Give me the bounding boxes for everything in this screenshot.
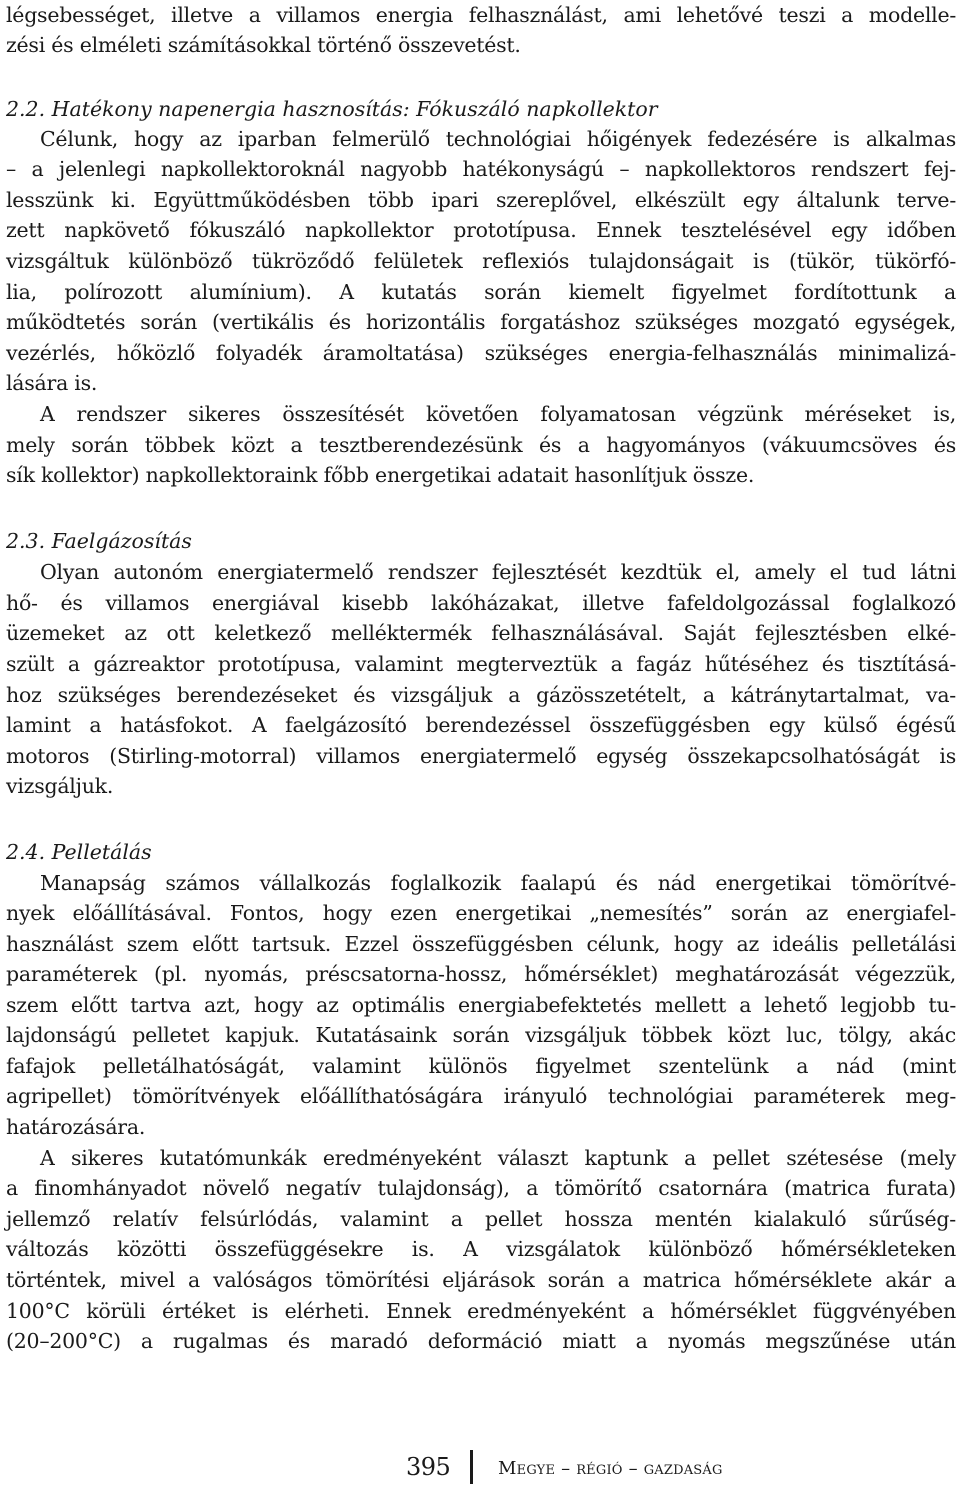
- text-line: határozására.: [6, 1115, 146, 1139]
- text-line: zett napkövető fókuszáló napkollektor prototípusa. Ennek tesztelésével egy időben: [6, 218, 956, 242]
- text-line: paraméterek (pl. nyomás, préscsatorna-hossz, hőmérséklet) meghatározását végezzük,: [6, 962, 956, 986]
- text-line: változás közötti összefüggésekre is. A vizsgálatok különböző hőmérsékleteken: [6, 1237, 956, 1261]
- text-line: zési és elméleti számításokkal történő összevetést.: [6, 33, 521, 57]
- text-line: lesszünk ki. Együttműködésben több ipari szereplővel, elkészült egy általunk terve-: [6, 188, 956, 212]
- journal-title: Megye – régió – gazdaság: [498, 1458, 723, 1479]
- text-line: a finomhányadot növelő negatív tulajdonság), a tömörítő csatornára (matrica furata): [6, 1176, 956, 1200]
- section-heading-2-4: 2.4. Pelletálás: [6, 840, 152, 864]
- text-line: lajdonságú pelletet kapjuk. Kutatásaink során vizsgáljuk többek közt luc, tölgy, akác: [6, 1023, 956, 1047]
- text-line: hő- és villamos energiával kisebb lakóházakat, illetve fafeldolgozással foglalkozó: [6, 591, 956, 615]
- text-line: vizsgáltuk különböző tükröződő felületek reflexiós tulajdonságait is (tükör, tükörfó-: [6, 249, 956, 273]
- text-line: vizsgáljuk.: [6, 774, 114, 798]
- text-line: 100°C körüli értéket is elérheti. Ennek eredményeként a hőmérséklet függvényében: [6, 1299, 956, 1323]
- text-line: Manapság számos vállalkozás foglalkozik faalapú és nád energetikai tömörítvé-: [40, 871, 956, 895]
- text-line: nyek előállításával. Fontos, hogy ezen energetikai „nemesítés” során az energiafel-: [6, 901, 956, 925]
- text-line: működtetés során (vertikális és horizontális forgatáshoz szükséges mozgató egységek,: [6, 310, 956, 334]
- text-line: fafajok pelletálhatóságát, valamint különös figyelmet szentelünk a nád (mint: [6, 1054, 956, 1078]
- page-number: 395: [406, 1453, 451, 1481]
- text-line: vezérlés, hőközlő folyadék áramoltatása) szükséges energia-felhasználás minimalizá-: [6, 341, 956, 365]
- text-line: mely során többek közt a tesztberendezésünk és a hagyományos (vákuumcsöves és: [6, 433, 956, 457]
- page-footer: [0, 1450, 960, 1486]
- text-line: szem előtt tartva azt, hogy az optimális energiabefektetés mellett a lehető legjobb tu-: [6, 993, 956, 1017]
- text-line: használást szem előtt tartsuk. Ezzel összefüggésben célunk, hogy az ideális pelletálási: [6, 932, 956, 956]
- text-line: (20–200°C) a rugalmas és maradó deformáció miatt a nyomás megszűnése után: [6, 1329, 956, 1353]
- text-line: üzemeket az ott keletkező melléktermék felhasználásával. Saját fejlesztésben elké-: [6, 621, 956, 645]
- text-line: lia, polírozott alumínium). A kutatás során kiemelt figyelmet fordítottunk a: [6, 280, 956, 304]
- section-heading-2-3: 2.3. Faelgázosítás: [6, 529, 192, 553]
- text-line: történtek, mivel a valóságos tömörítési eljárások során a matrica hőmérséklete akár a: [6, 1268, 956, 1292]
- text-line: Olyan autonóm energiatermelő rendszer fejlesztését kezdtük el, amely el tud látni: [40, 560, 956, 584]
- footer-divider: [470, 1450, 473, 1484]
- text-line: A sikeres kutatómunkák eredményeként választ kaptunk a pellet szétesése (mely: [40, 1146, 956, 1170]
- section-heading-2-2: 2.2. Hatékony napenergia hasznosítás: Fókuszáló napkollektor: [6, 97, 658, 121]
- text-line: – a jelenlegi napkollektoroknál nagyobb hatékonyságú – napkollektoros rendszert fej-: [6, 157, 956, 181]
- text-line: hoz szükséges berendezéseket és vizsgáljuk a gázösszetételt, a kátránytartalmat, va-: [6, 683, 956, 707]
- text-line: Célunk, hogy az iparban felmerülő technológiai hőigények fedezésére is alkalmas: [40, 127, 956, 151]
- text-line: lására is.: [6, 371, 98, 395]
- text-line: A rendszer sikeres összesítését követően folyamatosan végzünk méréseket is,: [40, 402, 956, 426]
- text-line: jellemző relatív felsúrlódás, valamint a pellet hossza mentén kialakuló sűrűség-: [6, 1207, 956, 1231]
- text-line: agripellet) tömörítvények előállíthatóságára irányuló technológiai paraméterek meg-: [6, 1084, 956, 1108]
- text-line: sík kollektor) napkollektoraink főbb energetikai adatait hasonlítjuk össze.: [6, 463, 755, 487]
- text-line: légsebességet, illetve a villamos energia felhasználást, ami lehetővé teszi a modelle-: [6, 3, 956, 27]
- text-line: motoros (Stirling-motorral) villamos energiatermelő egység összekapcsolhatóságát is: [6, 744, 956, 768]
- text-line: szült a gázreaktor prototípusa, valamint megterveztük a fagáz hűtéséhez és tisztításá-: [6, 652, 956, 676]
- text-line: lamint a hatásfokot. A faelgázosító berendezéssel összefüggésben egy külső égésű: [6, 713, 956, 737]
